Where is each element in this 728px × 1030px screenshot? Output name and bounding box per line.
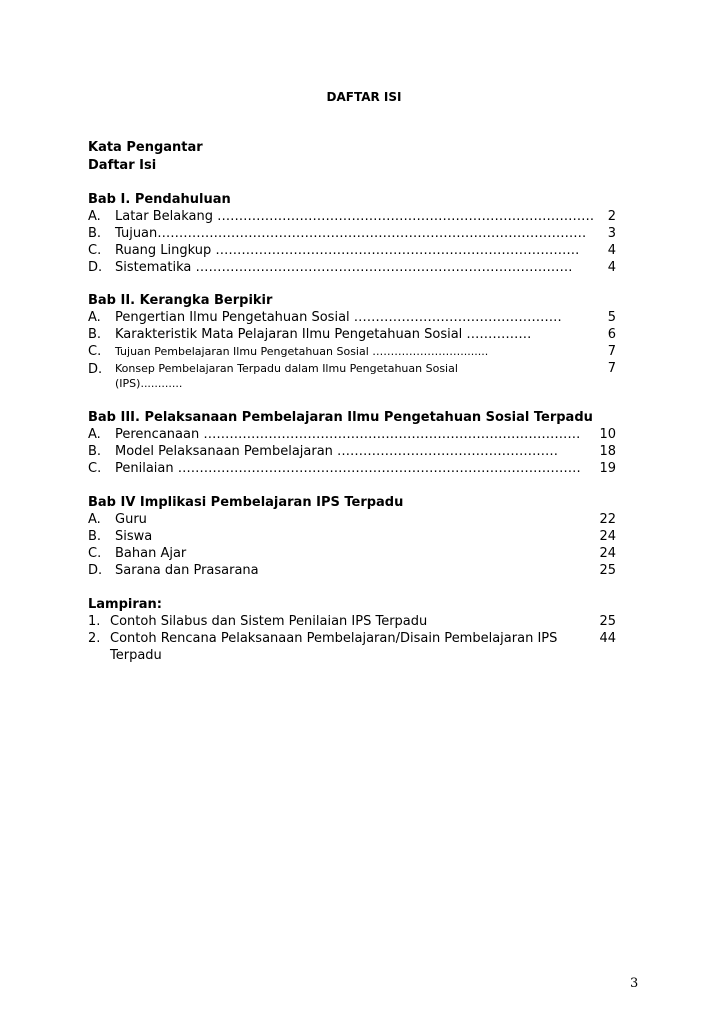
chapter-4-heading: Bab IV Implikasi Pembelajaran IPS Terpadu [88,495,404,510]
toc-page: 19 [599,461,616,476]
toc-letter: B. [88,444,102,459]
toc-letter: C. [88,461,102,476]
toc-entry: Penilaian ………………………………………………………………………………… [115,461,581,476]
toc-letter: A. [88,209,101,224]
toc-page: 2 [607,209,616,224]
toc-letter: B. [88,226,102,241]
toc-letter: D. [88,260,103,275]
toc-entry: Model Pelaksanaan Pembelajaran …………………………………………… [115,444,559,459]
toc-page: 4 [607,260,616,275]
toc-page: 7 [607,344,616,359]
page-number: 3 [630,976,639,991]
toc-letter: A. [88,310,101,325]
toc-page: 44 [599,631,616,646]
chapter-1-heading: Bab I. Pendahuluan [88,192,231,207]
toc-entry: Contoh Silabus dan Sistem Penilaian IPS Terpadu [110,614,428,629]
toc-page: 10 [599,427,616,442]
toc-entry: Guru [115,512,147,527]
toc-page: 25 [599,614,616,629]
toc-page: 5 [607,310,616,325]
toc-letter: 2. [88,631,101,646]
document-title: DAFTAR ISI [326,90,402,104]
toc-entry-continuation: (IPS)............ [115,377,183,390]
toc-entry: Sistematika …………………………………………………………………………… [115,260,573,275]
toc-entry: Perencanaan …………………………………………………………………………… [115,427,581,442]
toc-letter: A. [88,427,101,442]
toc-entry: Tujuan Pembelajaran Ilmu Pengetahuan Sosial ……………………........ [115,345,489,358]
chapter-2-heading: Bab II. Kerangka Berpikir [88,293,273,308]
toc-entry: Sarana dan Prasarana [115,563,259,578]
toc-entry: Bahan Ajar [115,546,187,561]
toc-page: 7 [607,361,616,376]
toc-letter: B. [88,529,102,544]
toc-entry: Karakteristik Mata Pelajaran Ilmu Pengetahuan Sosial …………… [115,327,532,342]
toc-page: 24 [599,529,616,544]
toc-page: 22 [599,512,616,527]
toc-entry: Konsep Pembelajaran Terpadu dalam Ilmu Pengetahuan Sosial [115,362,458,375]
toc-daftar-isi: Daftar Isi [88,158,157,173]
toc-letter: D. [88,362,103,377]
toc-entry-continuation: Terpadu [110,648,162,663]
toc-page: 6 [607,327,616,342]
toc-letter: A. [88,512,101,527]
toc-letter: 1. [88,614,101,629]
toc-page: 24 [599,546,616,561]
toc-letter: C. [88,344,102,359]
toc-kata-pengantar: Kata Pengantar [88,140,203,155]
toc-letter: C. [88,243,102,258]
toc-letter: D. [88,563,103,578]
toc-page: 3 [607,226,616,241]
appendix-heading: Lampiran: [88,597,163,612]
toc-entry: Ruang Lingkup ………………………………………………………………………… [115,243,580,258]
toc-letter: B. [88,327,102,342]
chapter-3-heading: Bab III. Pelaksanaan Pembelajaran Ilmu Pengetahuan Sosial Terpadu [88,410,593,425]
toc-page: 25 [599,563,616,578]
toc-entry: Siswa [115,529,153,544]
toc-entry: Pengertian Ilmu Pengetahuan Sosial ………………………………………… [115,310,562,325]
toc-entry: Tujuan……………………………………………………………………………………… [115,226,587,241]
toc-page: 18 [599,444,616,459]
toc-page: 4 [607,243,616,258]
toc-letter: C. [88,546,102,561]
toc-entry: Contoh Rencana Pelaksanaan Pembelajaran/Disain Pembelajaran IPS [110,631,558,646]
toc-entry: Latar Belakang …………………………………………………………………………… [115,209,595,224]
